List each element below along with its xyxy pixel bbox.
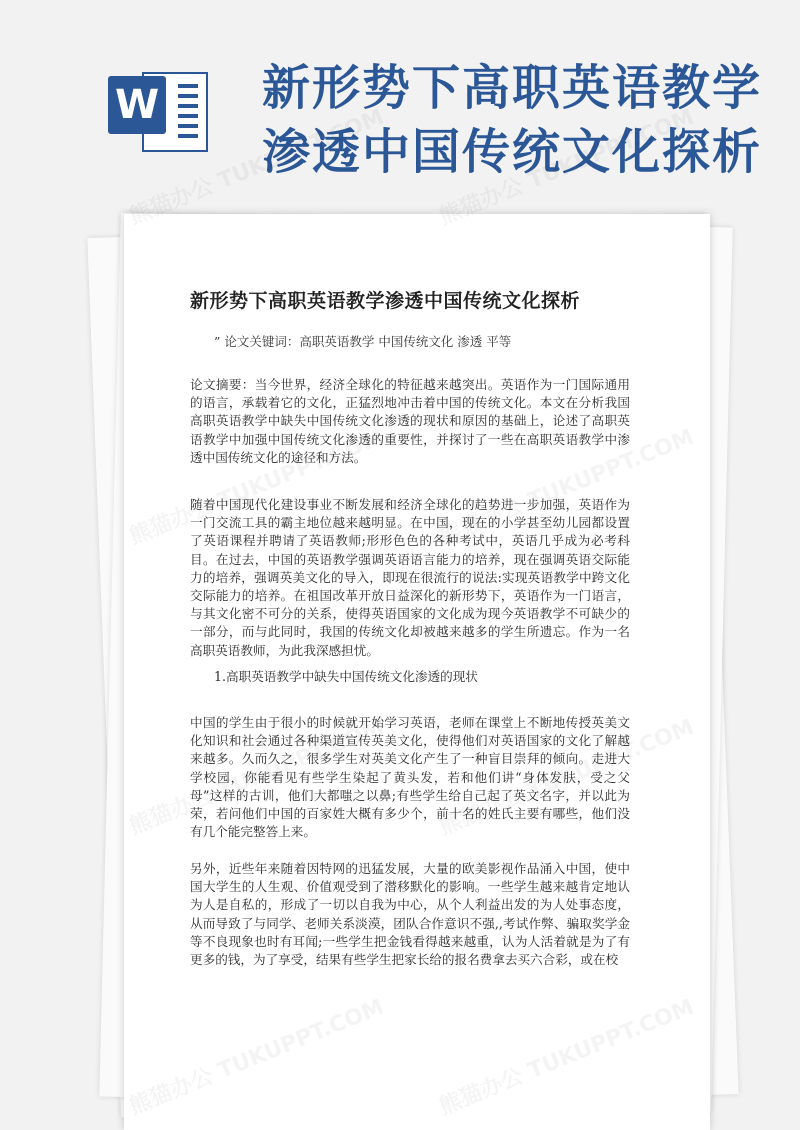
banner-title [262,56,792,184]
banner-title-line1: 新形势下高职英语教学 [262,60,763,116]
body-paragraph-2: 另外，近些年来随着因特网的迅猛发展，大量的欧美影视作品涌入中国，使中国大学生的人生观、价值观受到了潜移默化的影响。一些学生越来越肯定地认为人是自私的，形成了一切以自我为中心，从个人利益出发的为人处事态度，从而导致了与同学、老师关系淡漠，团队合作意识不强,,考试作弊、骗取奖学金等不良现象也时有耳闻;一些学生把金钱看得越来越重，认为人活着就是为了有更多的钱，为了享受，结果有些学生把家长给的报名费拿去买六合彩，或在校 [190,861,630,968]
intro-paragraph: 随着中国现代化建设事业不断发展和经济全球化的趋势进一步加强，英语作为一门交流工具的霸主地位越来越明显。在中国，现在的小学甚至幼儿园都设置了英语课程并聘请了英语教师;形形色色的各种考试中，英语几乎成为必考科目。在过去，中国的英语教学强调英语语言能力的培养，现在强调英语交际能力的培养，强调英美文化的导入，即现在很流行的说法:实现英语教学中跨文化交际能力的培养。在祖国改革开放日益深化的新形势下，英语作为一门语言，与其文化密不可分的关系，使得英语国家的文化成为现今英语教学不可缺少的一部分，而与此同时，我国的传统文化却被越来越多的学生所遗忘。作为一名高职英语教师，为此我深感担忧。 [190,497,630,658]
word-document-icon [108,62,208,160]
banner-title-line2: 渗透中国传统文化探析 [262,124,763,180]
document-page [124,214,710,1130]
keywords-line: ” 论文关键词：高职英语教学 中国传统文化 渗透 平等 [214,334,512,349]
abstract-paragraph: 论文摘要：当今世界，经济全球化的特征越来越突出。英语作为一门国际通用的语言，承载着它的文化，正猛烈地冲击着中国的传统文化。本文在分析我国高职英语教学中缺失中国传统文化渗透的现状和原因的基础上，论述了高职英语教学中加强中国传统文化渗透的重要性，并探讨了一些在高职英语教学中渗透中国传统文化的途径和方法。 [190,377,630,465]
document-title: 新形势下高职英语教学渗透中国传统文化探析 [190,290,581,312]
word-logo-letter: W [108,76,166,134]
body-paragraph-1: 中国的学生由于很小的时候就开始学习英语，老师在课堂上不断地传授英美文化知识和社会通过各种渠道宣传英美文化，使得他们对英语国家的文化了解越来越多。久而久之，很多学生对英美文化产生了一种盲目崇拜的倾向。走进大学校园，你能看见有些学生染起了黄头发，若和他们讲“身体发肤，受之父母”这样的古训，他们大都嗤之以鼻;有些学生给自己起了英文名字，并以此为荣，若问他们中国的百家姓大概有多少个，前十名的姓氏主要有哪些，他们没有几个能完整答上来。 [190,715,630,840]
section-heading: 1.高职英语教学中缺失中国传统文化渗透的现状 [214,669,478,684]
banner [0,0,800,200]
